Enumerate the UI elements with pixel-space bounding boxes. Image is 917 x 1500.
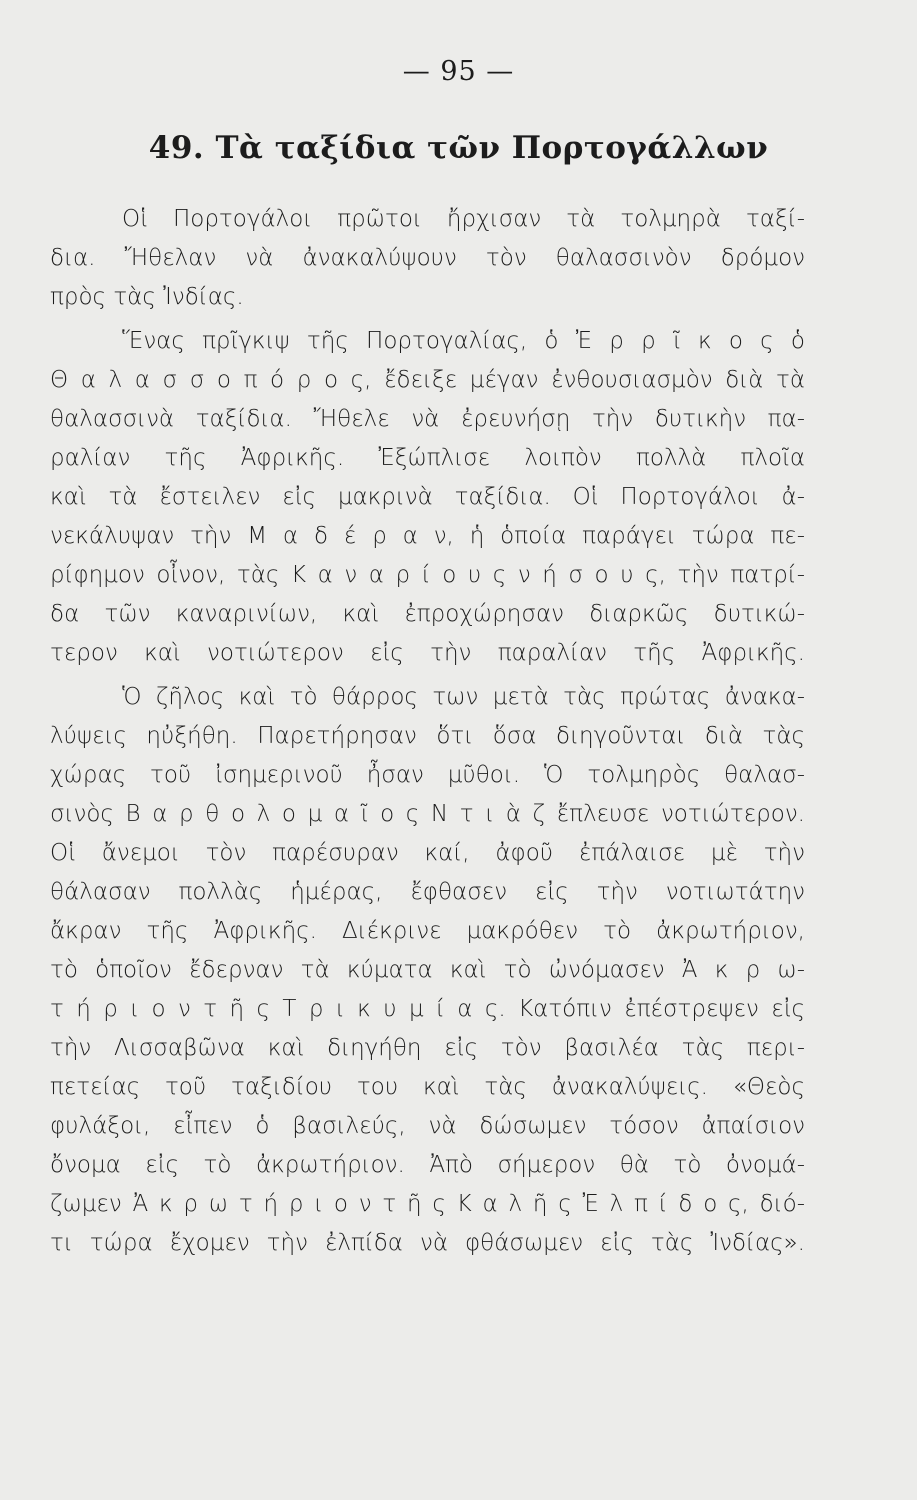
text-line: ζωμεν Ἀ κ ρ ω τ ή ρ ι ο ν τ ῆ ς Κ α λ ῆ ς Ἐ λ π ί δ ο ς, διό- — [50, 1191, 805, 1217]
text-line: Οἱ ἄνεμοι τὸν παρέσυραν καί, ἀφοῦ ἐπάλαισε μὲ τὴν — [50, 840, 805, 866]
text-line: πετείας τοῦ ταξιδίου του καὶ τὰς ἀνακαλύψεις. «Θεὸς — [50, 1074, 805, 1100]
text-line: ρίφημον οἶνον, τὰς Κ α ν α ρ ί ο υ ς ν ή σ ο υ ς, τὴν πατρί- — [50, 562, 805, 588]
text-line: τὴν Λισσαβῶνα καὶ διηγήθη εἰς τὸν βασιλέα τὰς περι- — [50, 1035, 805, 1061]
paragraph-2 — [50, 322, 805, 673]
page-number: — 95 — — [402, 56, 515, 87]
text-line: δα τῶν καναρινίων, καὶ ἐπροχώρησαν διαρκῶς δυτικώ- — [50, 601, 805, 627]
paragraph-1 — [50, 200, 805, 317]
body-text — [50, 200, 805, 1263]
text-line: λύψεις ηὐξήθη. Παρετήρησαν ὅτι ὅσα διηγοῦνται διὰ τὰς — [50, 723, 805, 749]
chapter-title: 49. Τὰ ταξίδια τῶν Πορτογάλλων — [148, 130, 769, 166]
text-line: καὶ τὰ ἔστειλεν εἰς μακρινὰ ταξίδια. Οἱ Πορτογάλοι ἀ- — [50, 484, 805, 510]
text-line: ἄκραν τῆς Ἀφρικῆς. Διέκρινε μακρόθεν τὸ ἀκρωτήριον, — [50, 918, 805, 944]
text-line: Θ α λ α σ σ ο π ό ρ ο ς, ἔδειξε μέγαν ἐνθουσιασμὸν διὰ τὰ — [50, 367, 805, 393]
text-line: νεκάλυψαν τὴν Μ α δ έ ρ α ν, ἡ ὁποία παράγει τώρα πε- — [50, 523, 805, 549]
text-line: ραλίαν τῆς Ἀφρικῆς. Ἐξώπλισε λοιπὸν πολλὰ πλοῖα — [50, 445, 805, 471]
paragraph-3 — [50, 678, 805, 1263]
text-line: τι τώρα ἔχομεν τὴν ἐλπίδα νὰ φθάσωμεν εἰς τὰς Ἰνδίας». — [50, 1230, 805, 1256]
text-line: σινὸς Β α ρ θ ο λ ο μ α ῖ ο ς Ν τ ι ὰ ζ ἔπλευσε νοτιώτερον. — [50, 801, 805, 827]
text-line: πρὸς τὰς Ἰνδίας. — [50, 284, 244, 310]
text-line: τερον καὶ νοτιώτερον εἰς τὴν παραλίαν τῆς Ἀφρικῆς. — [50, 640, 805, 666]
text-line: ὄνομα εἰς τὸ ἀκρωτήριον. Ἀπὸ σήμερον θὰ τὸ ὀνομά- — [50, 1152, 805, 1178]
text-line: χώρας τοῦ ἰσημερινοῦ ἦσαν μῦθοι. Ὁ τολμηρὸς θαλασ- — [50, 762, 805, 788]
text-line: Ἕνας πρῖγκιψ τῆς Πορτογαλίας, ὁ Ἐ ρ ρ ῖ κ ο ς ὁ — [122, 328, 805, 354]
text-line: θάλασαν πολλὰς ἡμέρας, ἔφθασεν εἰς τὴν νοτιωτάτην — [50, 879, 805, 905]
text-line: δια. Ἤθελαν νὰ ἀνακαλύψουν τὸν θαλασσινὸν δρόμον — [50, 245, 805, 271]
text-line: Ὁ ζῆλος καὶ τὸ θάρρος των μετὰ τὰς πρώτας ἀνακα- — [122, 684, 805, 710]
text-line: θαλασσινὰ ταξίδια. Ἤθελε νὰ ἐρευνήσῃ τὴν δυτικὴν πα- — [50, 406, 805, 432]
text-line: Οἱ Πορτογάλοι πρῶτοι ἤρχισαν τὰ τολμηρὰ ταξί- — [122, 206, 805, 232]
text-line: τ ή ρ ι ο ν τ ῆ ς Τ ρ ι κ υ μ ί α ς. Κατόπιν ἐπέστρεψεν εἰς — [50, 996, 805, 1022]
text-line: φυλάξοι, εἶπεν ὁ βασιλεύς, νὰ δώσωμεν τόσον ἀπαίσιον — [50, 1113, 805, 1139]
text-line: τὸ ὁποῖον ἔδερναν τὰ κύματα καὶ τὸ ὠνόμασεν Ἀ κ ρ ω- — [50, 957, 805, 983]
